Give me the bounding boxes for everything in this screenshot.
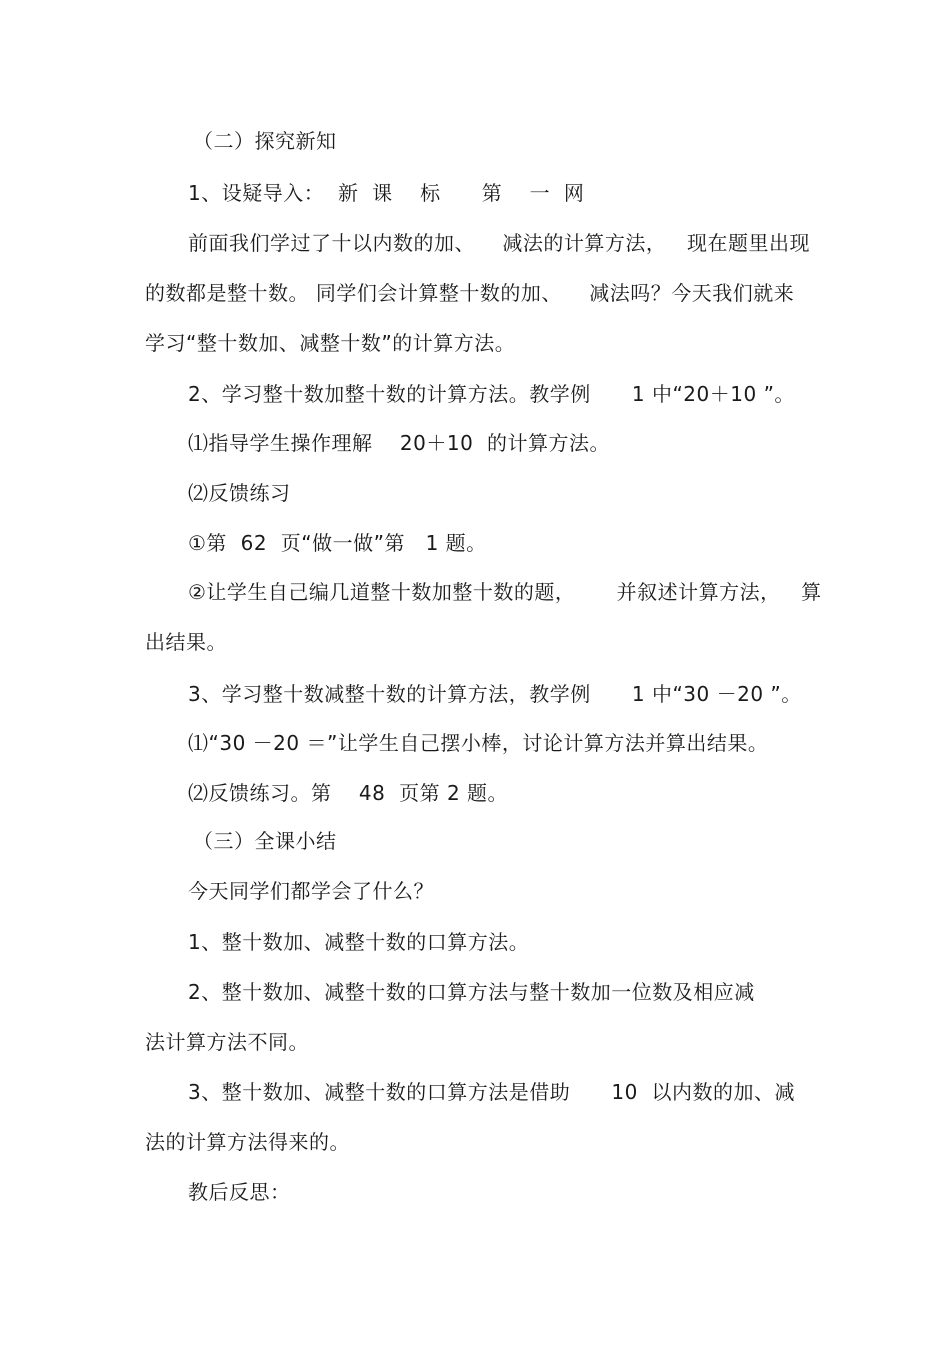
paragraph-line: 前面我们学过了十以内数的加、 减法的计算方法， 现在题里出现 <box>188 231 811 255</box>
paragraph-line: 法的计算方法得来的。 <box>145 1130 350 1154</box>
paragraph-line: 学习“整十数加、减整十数”的计算方法。 <box>145 331 516 355</box>
paragraph-line: ⑴“30 －20 ＝”让学生自己摆小棒，讨论计算方法并算出结果。 <box>188 731 769 755</box>
paragraph-line: 1、整十数加、减整十数的口算方法。 <box>188 930 530 954</box>
paragraph-line: 3、学习整十数减整十数的计算方法，教学例 1 中“30 －20 ”。 <box>188 682 802 706</box>
section-heading-summary: （三）全课小结 <box>193 829 337 853</box>
reflection-heading: 教后反思： <box>188 1180 291 1204</box>
paragraph-line: 今天同学们都学会了什么？ <box>188 879 434 903</box>
paragraph-line: 2、学习整十数加整十数的计算方法。教学例 1 中“20＋10 ”。 <box>188 382 795 406</box>
paragraph-line: ⑵反馈练习。第 48 页第 2 题。 <box>188 781 509 805</box>
paragraph-line: ②让学生自己编几道整十数加整十数的题， 并叙述计算方法， 算 <box>188 580 822 604</box>
paragraph-line: 3、整十数加、减整十数的口算方法是借助 10 以内数的加、减 <box>188 1080 796 1104</box>
section-heading-explore: （二）探究新知 <box>193 129 337 153</box>
paragraph-line: ①第 62 页“做一做”第 1 题。 <box>188 531 487 555</box>
paragraph-line: 的数都是整十数。 同学们会计算整十数的加、 减法吗？今天我们就来 <box>145 281 795 305</box>
paragraph-line: 2、整十数加、减整十数的口算方法与整十数加一位数及相应减 <box>188 980 755 1004</box>
paragraph-line: 出结果。 <box>145 630 227 654</box>
paragraph-line: 法计算方法不同。 <box>145 1030 309 1054</box>
paragraph-line: ⑴指导学生操作理解 20＋10 的计算方法。 <box>188 431 611 455</box>
paragraph-line: ⑵反馈练习 <box>188 481 291 505</box>
paragraph-line: 1、设疑导入： 新 课 标 第 一 网 <box>188 181 585 205</box>
